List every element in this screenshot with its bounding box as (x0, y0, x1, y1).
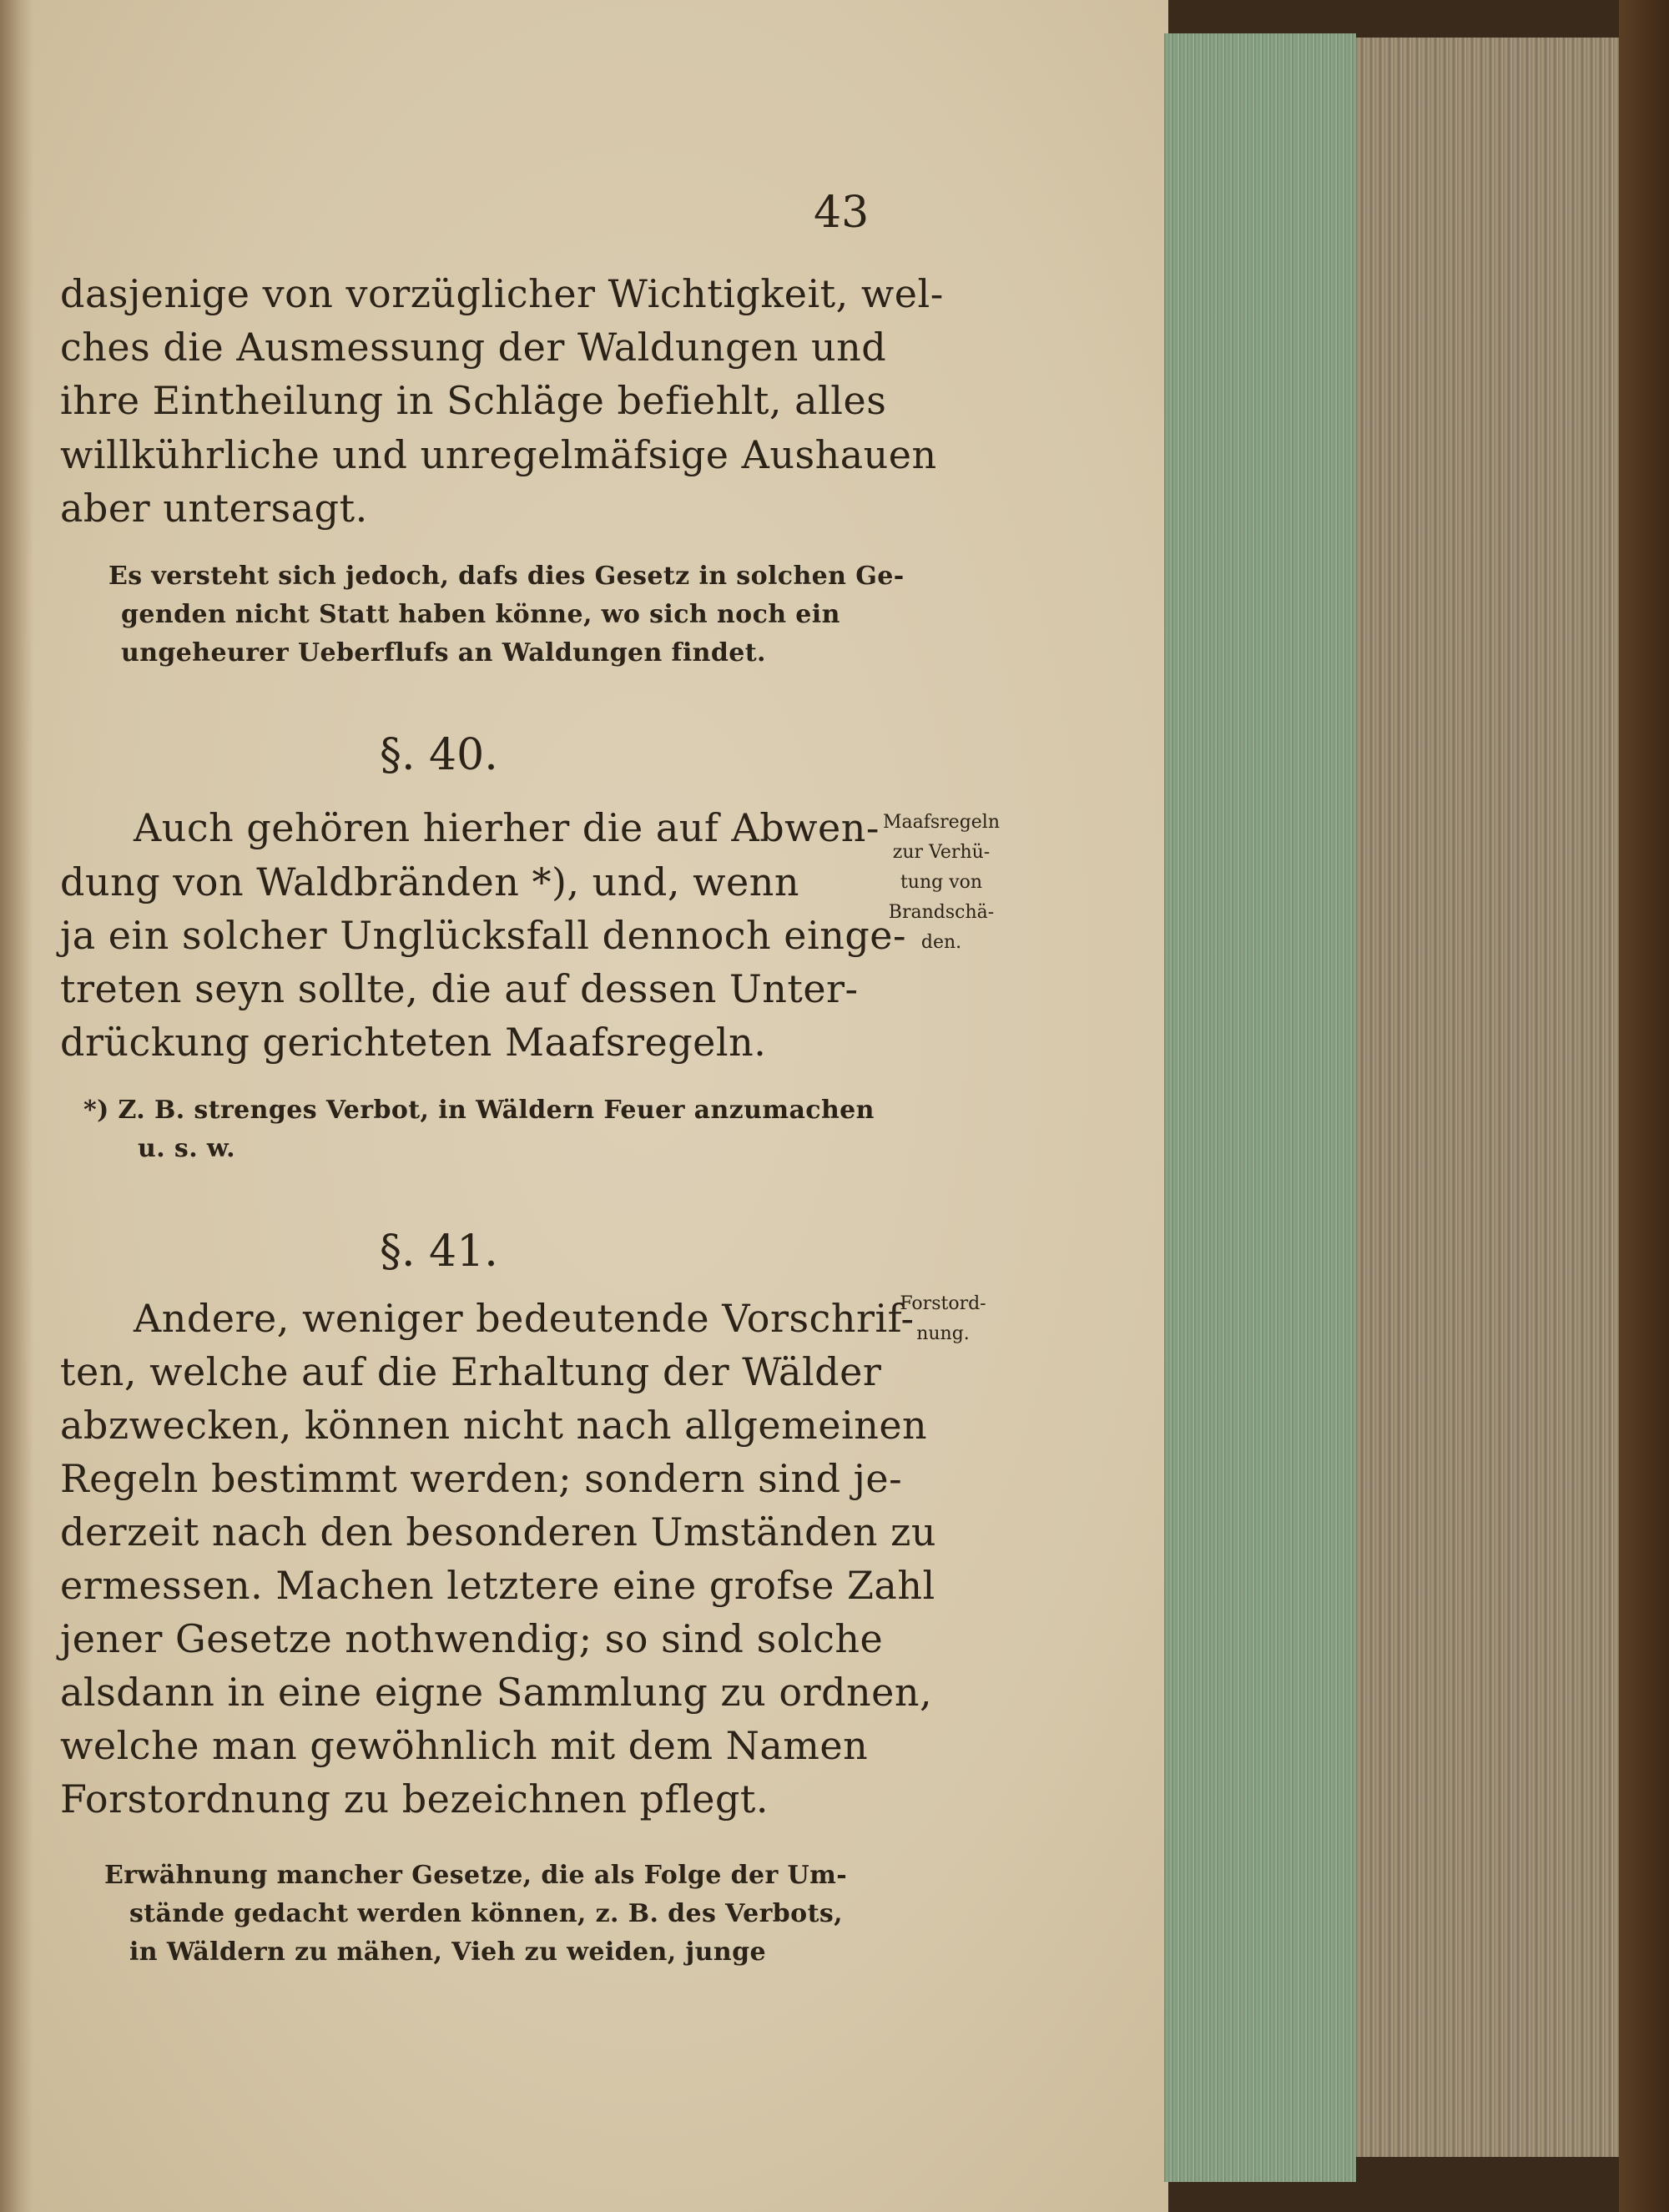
margin-note-line: den. (920, 932, 962, 953)
page-edges-green (1164, 33, 1356, 2182)
paragraph-line: welche man gewöhnlich mit dem Namen (60, 1723, 869, 1768)
paragraph-line: aber untersagt. (60, 486, 368, 531)
note-line: ungeheurer Ueberflufs an Waldungen findet. (121, 638, 766, 668)
paragraph-line: jener Gesetze nothwendig; so sind solche (60, 1616, 884, 1661)
note-line: stände gedacht werden können, z. B. des Verbots, (129, 1899, 843, 1928)
margin-note-line: Forstord- (900, 1293, 986, 1314)
paragraph-line: ja ein solcher Unglücksfall dennoch einge- (60, 913, 907, 958)
footnote-line: *) Z. B. strenges Verbot, in Wäldern Feuer anzumachen (83, 1096, 875, 1125)
footnote-line: u. s. w. (138, 1134, 235, 1163)
paragraph-line: treten seyn sollte, die auf dessen Unter- (60, 966, 859, 1011)
margin-note (875, 808, 1008, 958)
paragraph-line: dung von Waldbränden *), und, wenn (60, 859, 799, 904)
section-heading: §. 40. (380, 730, 498, 780)
book-cover-edge (1619, 0, 1669, 2212)
margin-note (885, 1289, 1001, 1349)
page-gutter (0, 0, 33, 2212)
margin-note-line: tung von (900, 872, 983, 893)
paragraph-line: ten, welche auf die Erhaltung der Wälder (60, 1349, 882, 1394)
paragraph-line: ermessen. Machen letztere eine grofse Zahl (60, 1563, 935, 1608)
paragraph-line: ches die Ausmessung der Waldungen und (60, 325, 887, 370)
paragraph-line: Andere, weniger bedeutende Vorschrif- (134, 1296, 915, 1341)
paragraph-line: Auch gehören hierher die auf Abwen- (134, 805, 880, 850)
paragraph-line: ihre Eintheilung in Schläge befiehlt, alles (60, 378, 887, 423)
paragraph-line: Regeln bestimmt werden; sondern sind je- (60, 1456, 903, 1501)
note-line: Erwähnung mancher Gesetze, die als Folge der Um- (104, 1861, 848, 1890)
paragraph-line: dasjenige von vorzüglicher Wichtigkeit, wel- (60, 271, 944, 316)
paragraph-line: alsdann in eine eigne Sammlung zu ordnen, (60, 1670, 933, 1715)
margin-note-line: zur Verhü- (892, 842, 991, 863)
paragraph-line: derzeit nach den besonderen Umständen zu (60, 1509, 936, 1554)
paragraph-line: abzwecken, können nicht nach allgemeinen (60, 1403, 928, 1448)
paragraph-line: willkührliche und unregelmäfsige Aushauen (60, 432, 937, 477)
note-line: genden nicht Statt haben könne, wo sich noch ein (121, 600, 840, 629)
paragraph-line: Forstordnung zu bezeichnen pflegt. (60, 1776, 769, 1821)
page-number: 43 (814, 188, 870, 238)
margin-note-line: Brandschä- (888, 902, 995, 923)
note-line: Es versteht sich jedoch, dafs dies Gesetz in solchen Ge- (108, 562, 905, 591)
margin-note-line: Maafsregeln (882, 812, 1001, 833)
margin-note-line: nung. (916, 1323, 970, 1344)
paragraph-line: drückung gerichteten Maafsregeln. (60, 1020, 767, 1065)
section-heading: §. 41. (380, 1227, 498, 1277)
page-edges-block (1356, 38, 1640, 2157)
note-line: in Wäldern zu mähen, Vieh zu weiden, junge (129, 1937, 766, 1967)
